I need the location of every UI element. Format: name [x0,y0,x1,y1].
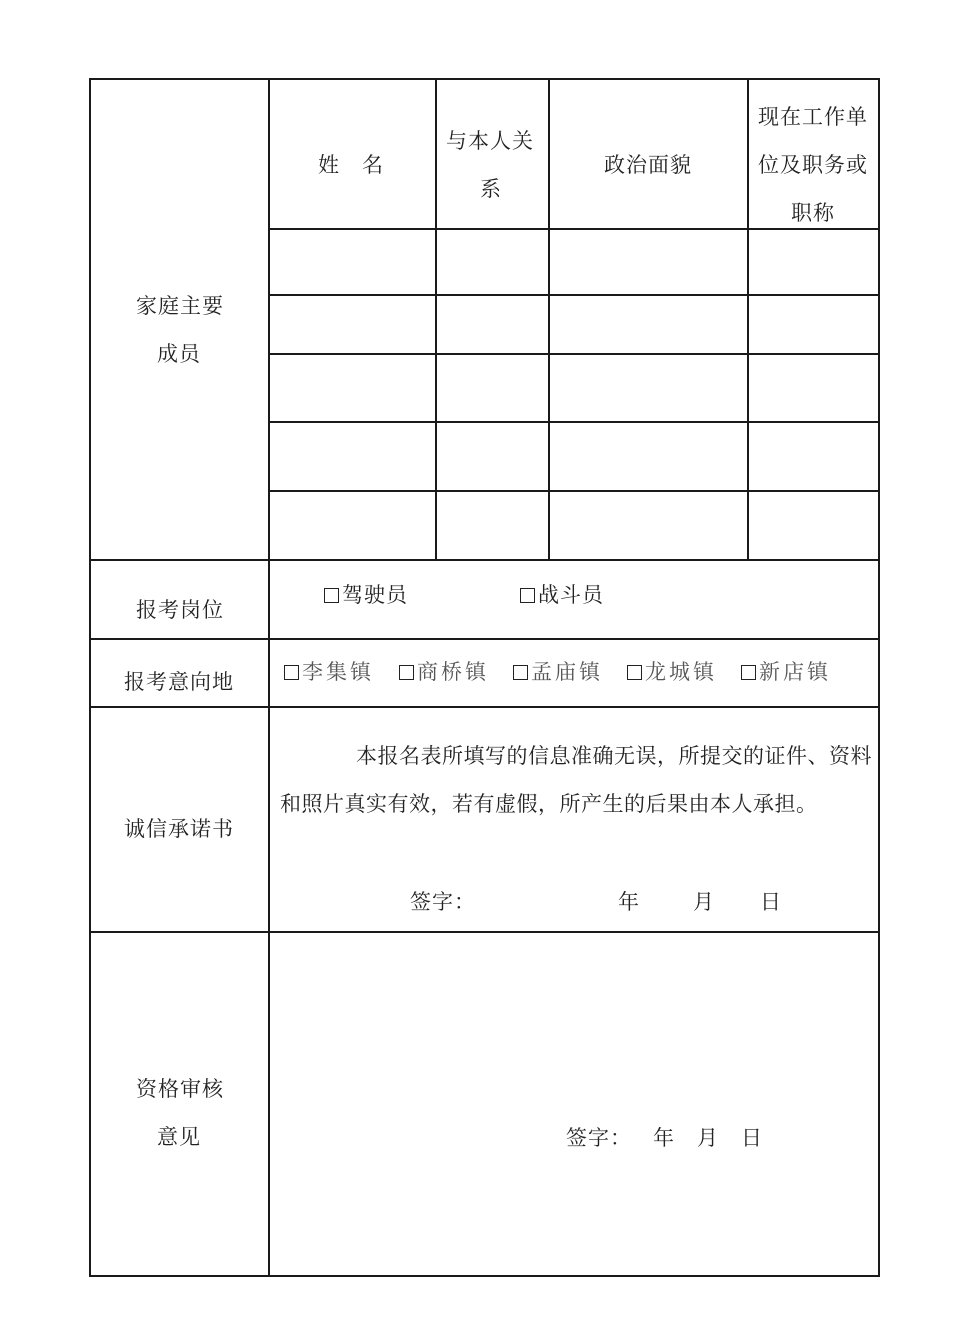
position-option-fighter-label: 战斗员 [538,583,604,607]
position-label: 报考岗位 [136,598,224,622]
family-col-divider-3 [747,78,749,561]
checkbox-liji[interactable] [284,665,299,680]
family-row-divider-4 [268,490,880,492]
family-row-1-relation-cell[interactable] [438,231,547,293]
family-row-divider-3 [268,421,880,423]
checkbox-driver[interactable] [324,588,339,603]
intent-label: 报考意向地 [124,670,234,694]
review-label-line1: 资格审核 [136,1077,224,1101]
intent-option-shangqiao[interactable] [399,660,489,684]
intent-option-liji-label: 李集镇 [302,660,374,684]
family-row-2-work-cell[interactable] [750,297,877,352]
family-row-3-name-cell[interactable] [271,356,434,420]
family-row-2-name-cell[interactable] [271,297,434,352]
family-row-5-work-cell[interactable] [750,493,877,558]
family-row-4-name-cell[interactable] [271,424,434,489]
label-column-divider [268,78,270,1277]
header-work-line3: 职称 [791,201,835,225]
header-political: 政治面貌 [604,153,692,177]
family-row-3-work-cell[interactable] [750,356,877,420]
integrity-text-line2: 和照片真实有效，若有虚假，所产生的后果由本人承担。 [280,792,818,816]
intent-option-longcheng-label: 龙城镇 [645,660,717,684]
family-row-2-political-cell[interactable] [551,297,746,352]
review-sign-label: 签字： [566,1126,632,1150]
integrity-day: 日 [760,890,782,914]
integrity-text-line1: 本报名表所填写的信息准确无误，所提交的证件、资料 [356,744,872,768]
table-border-right [878,78,880,1277]
family-row-5-political-cell[interactable] [551,493,746,558]
intent-option-mengmiao-label: 孟庙镇 [531,660,603,684]
integrity-year: 年 [618,890,640,914]
header-relation-line1: 与本人关 [446,129,534,153]
family-row-divider-1 [268,294,880,296]
review-month: 月 [697,1126,719,1150]
family-row-4-relation-cell[interactable] [438,424,547,489]
header-work-line2: 位及职务或 [758,153,868,177]
integrity-label: 诚信承诺书 [124,817,234,841]
family-row-4-political-cell[interactable] [551,424,746,489]
family-header-divider [268,228,880,230]
integrity-month: 月 [693,890,715,914]
family-row-5-name-cell[interactable] [271,493,434,558]
checkbox-fighter[interactable] [520,588,535,603]
family-row-4-work-cell[interactable] [750,424,877,489]
family-row-3-relation-cell[interactable] [438,356,547,420]
family-label-line2: 成员 [157,342,201,366]
position-option-fighter[interactable] [520,583,604,607]
family-row-divider-2 [268,353,880,355]
intent-option-longcheng[interactable] [627,660,717,684]
intent-option-liji[interactable] [284,660,374,684]
family-row-1-name-cell[interactable] [271,231,434,293]
integrity-sign-label: 签字： [410,890,476,914]
family-row-1-political-cell[interactable] [551,231,746,293]
review-day: 日 [741,1126,763,1150]
checkbox-mengmiao[interactable] [513,665,528,680]
checkbox-shangqiao[interactable] [399,665,414,680]
intent-option-mengmiao[interactable] [513,660,603,684]
review-label-line2: 意见 [157,1125,201,1149]
family-label-line1: 家庭主要 [136,294,224,318]
family-row-5-relation-cell[interactable] [438,493,547,558]
table-border-left [89,78,91,1277]
family-col-divider-2 [548,78,550,561]
position-option-driver[interactable] [324,583,408,607]
header-work-line1: 现在工作单 [758,105,868,129]
section-divider-review [89,931,880,933]
header-name: 姓 名 [318,153,384,177]
checkbox-longcheng[interactable] [627,665,642,680]
intent-option-shangqiao-label: 商桥镇 [417,660,489,684]
section-divider-integrity [89,706,880,708]
section-divider-intent [89,638,880,640]
table-border-bottom [89,1275,880,1277]
section-divider-position [89,559,880,561]
review-year: 年 [653,1126,675,1150]
family-row-2-relation-cell[interactable] [438,297,547,352]
position-option-driver-label: 驾驶员 [342,583,408,607]
intent-option-xindian-label: 新店镇 [759,660,831,684]
family-col-divider-1 [435,78,437,561]
review-opinion-field[interactable] [271,934,877,1114]
integrity-signature-field[interactable] [470,884,610,918]
intent-option-xindian[interactable] [741,660,831,684]
family-row-1-work-cell[interactable] [750,231,877,293]
table-border-top [89,78,880,80]
checkbox-xindian[interactable] [741,665,756,680]
header-relation-line2: 系 [480,177,502,201]
family-row-3-political-cell[interactable] [551,356,746,420]
